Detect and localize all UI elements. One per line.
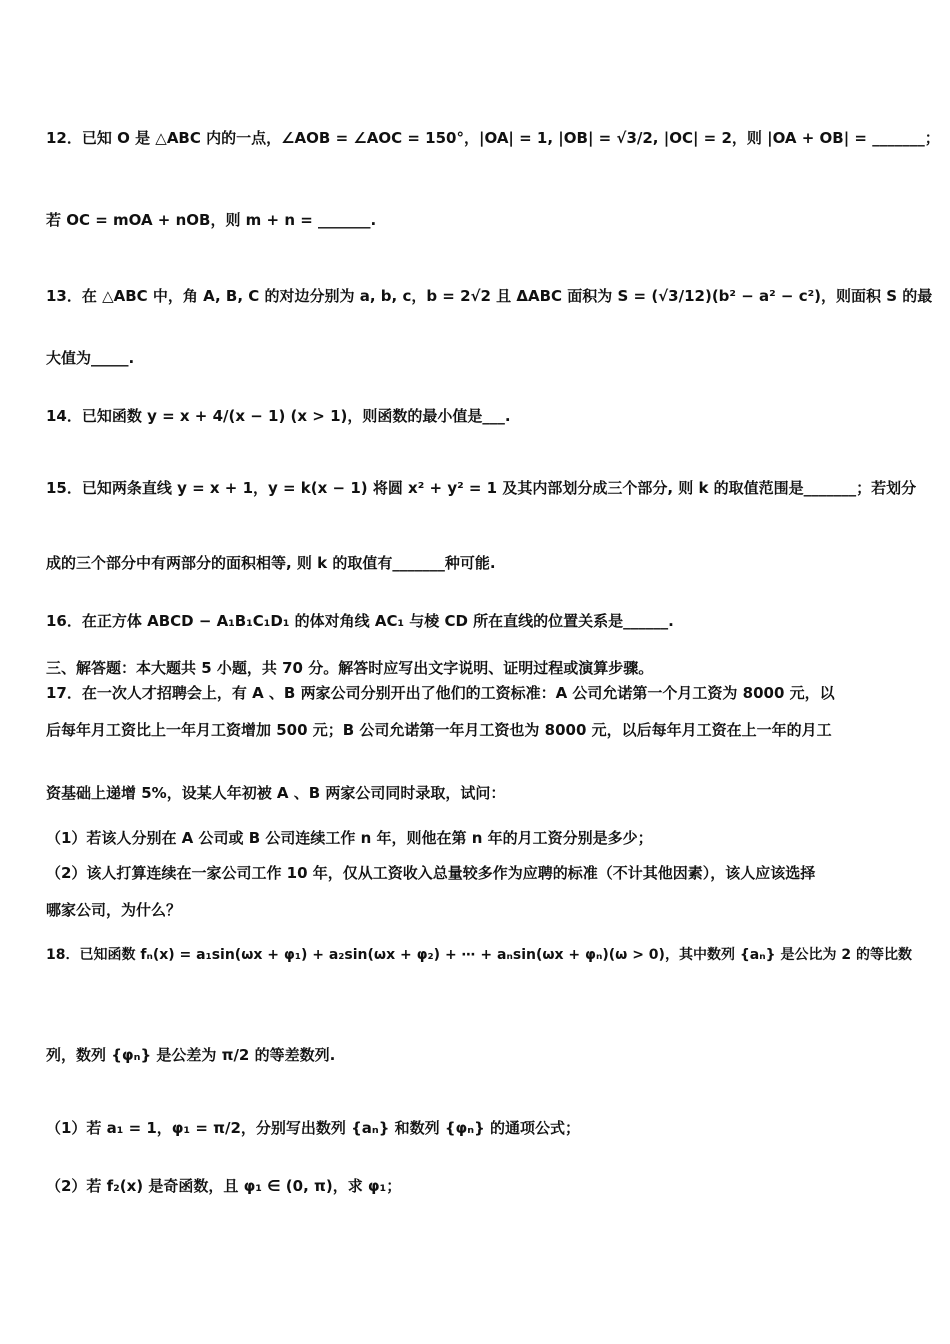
q17-part2-line1: （2）该人打算连续在一家公司工作 10 年，仅从工资收入总量较多作为应聘的标准（不计其他因素），该人应该选择: [46, 864, 816, 882]
q18-line2: 列，数列 {φₙ} 是公差为 π/2 的等差数列.: [46, 1046, 336, 1064]
q17-part1: （1）若该人分别在 A 公司或 B 公司连续工作 n 年，则他在第 n 年的月工资分别是多少；: [46, 829, 653, 847]
q13-line1: 13．在 △ABC 中，角 A, B, C 的对边分别为 a, b, c，b = 2√2 且 ΔABC 面积为 S = (√3/12)(b² − a² − c²)，则面积 S 的最: [46, 287, 933, 305]
q17-line3: 资基础上递增 5%，设某人年初被 A 、B 两家公司同时录取，试问：: [46, 784, 506, 802]
q18-line1: 18．已知函数 fₙ(x) = a₁sin(ωx + φ₁) + a₂sin(ωx + φ₂) + ⋯ + aₙsin(ωx + φₙ)(ω > 0)，其中数列 {aₙ} 是公比为 2 的等比数: [46, 947, 912, 963]
q15-line2: 成的三个部分中有两部分的面积相等, 则 k 的取值有_______种可能.: [46, 554, 496, 572]
section-heading: 三、解答题：本大题共 5 小题，共 70 分。解答时应写出文字说明、证明过程或演算步骤。: [46, 659, 654, 677]
q14-line1: 14．已知函数 y = x + 4/(x − 1) (x > 1)，则函数的最小值是___.: [46, 407, 511, 425]
q17-line1: 17．在一次人才招聘会上，有 A 、B 两家公司分别开出了他们的工资标准：A 公司允诺第一个月工资为 8000 元，以: [46, 684, 835, 702]
q12-line2: 若 OC = mOA + nOB，则 m + n = _______.: [46, 211, 377, 229]
q15-line1: 15．已知两条直线 y = x + 1，y = k(x − 1) 将圆 x² + y² = 1 及其内部划分成三个部分, 则 k 的取值范围是_______；若划分: [46, 479, 917, 497]
q18-part2: （2）若 f₂(x) 是奇函数，且 φ₁ ∈ (0, π)，求 φ₁；: [46, 1177, 402, 1195]
q17-line2: 后每年月工资比上一年月工资增加 500 元；B 公司允诺第一年月工资也为 8000 元，以后每年月工资在上一年的月工: [46, 721, 832, 739]
q17-part2-line2: 哪家公司，为什么？: [46, 901, 182, 919]
q13-line2: 大值为_____.: [46, 349, 135, 367]
q16-line1: 16．在正方体 ABCD − A₁B₁C₁D₁ 的体对角线 AC₁ 与棱 CD 所在直线的位置关系是______.: [46, 612, 674, 630]
q12-line1: 12．已知 O 是 △ABC 内的一点，∠AOB = ∠AOC = 150°，|OA| = 1, |OB| = √3/2, |OC| = 2，则 |OA + OB| = _______；: [46, 129, 940, 147]
q18-part1: （1）若 a₁ = 1，φ₁ = π/2，分别写出数列 {aₙ} 和数列 {φₙ} 的通项公式；: [46, 1119, 581, 1137]
